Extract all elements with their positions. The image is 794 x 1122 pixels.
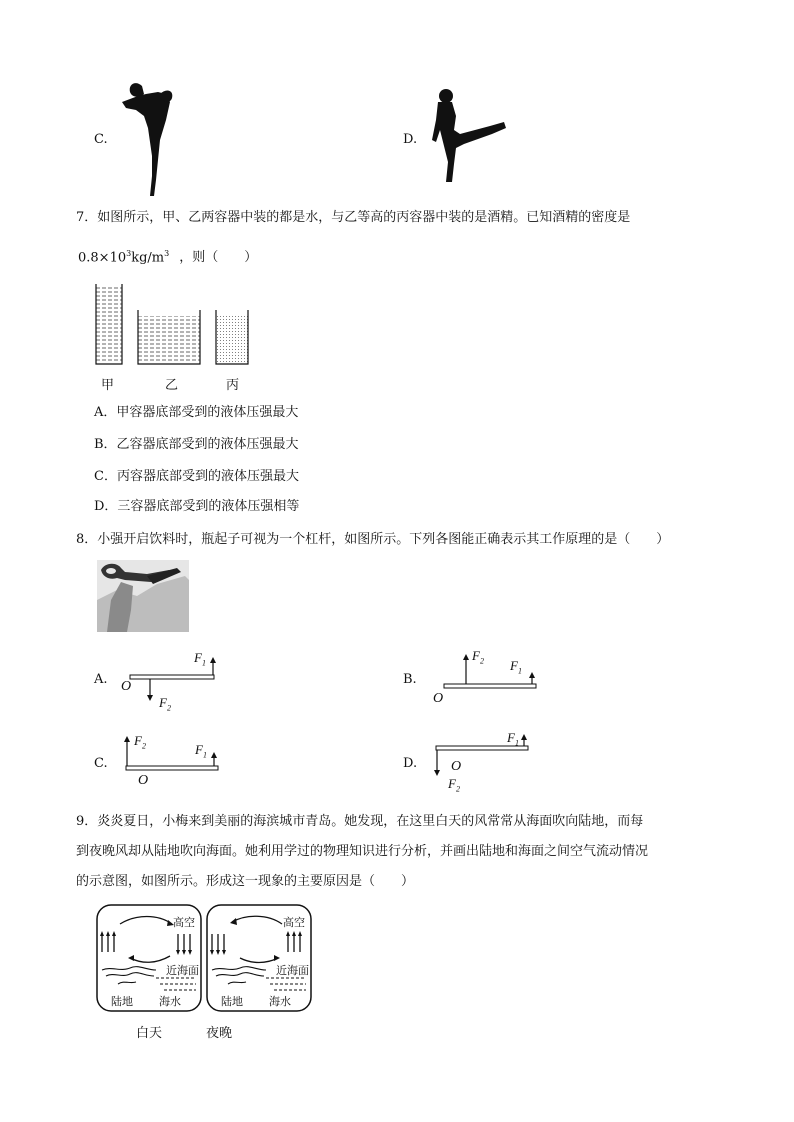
- night-caption: 夜晚: [206, 1026, 233, 1041]
- container-yi: [138, 316, 200, 364]
- density-unit: kg/m: [131, 250, 165, 266]
- q9-stem-line3: 的示意图，如图所示。形成这一现象的主要原因是（ ）: [76, 874, 415, 889]
- lever-a-f2-label: $F_2$: [159, 695, 171, 713]
- q7-stem-line2-suffix: ，则（ ）: [179, 250, 258, 266]
- day-near-sea-label: 近海面: [166, 964, 199, 977]
- q7-option-d: D．三容器底部受到的液体压强相等: [94, 499, 300, 514]
- container-label-jia: 甲: [101, 378, 115, 393]
- q8-option-c-label: C.: [94, 756, 108, 771]
- lever-d-f2-label: $F_2$: [448, 776, 460, 794]
- container-label-yi: 乙: [165, 378, 179, 393]
- density-prefix: 0.8×10: [78, 250, 127, 266]
- lever-diagram-a: [128, 655, 228, 710]
- option-d-label: D.: [403, 132, 418, 147]
- container-bing: [216, 316, 248, 364]
- lever-b-f2-label: $F_2$: [472, 648, 484, 666]
- density-unit-exponent: 3: [164, 249, 170, 258]
- q7-stem-line1: 7．如图所示，甲、乙两容器中装的都是水，与乙等高的丙容器中装的是酒精。已知酒精的密度是: [76, 210, 631, 225]
- lever-d-f1-label: $F_1$: [507, 730, 519, 748]
- q8-option-a-label: A.: [94, 672, 108, 687]
- lever-b-pivot-label: O: [433, 691, 444, 706]
- lever-c-f1-label: $F_1$: [195, 742, 207, 760]
- lever-b-f1-label: $F_1$: [510, 658, 522, 676]
- q8-option-b-label: B.: [403, 672, 417, 687]
- lever-a-f1-label: $F_1$: [194, 650, 206, 668]
- lever-diagram-b: [440, 650, 540, 700]
- day-high-altitude-label: 高空: [173, 916, 195, 929]
- night-high-altitude-label: 高空: [283, 916, 305, 929]
- lever-d-pivot-label: O: [451, 759, 462, 774]
- q8-stem: 8．小强开启饮料时，瓶起子可视为一个杠杆，如图所示。下列各图能正确表示其工作原理的是（ ）: [76, 532, 670, 547]
- lever-a-pivot-label: O: [121, 679, 132, 694]
- kicking-person-silhouette-figure: [430, 86, 510, 186]
- density-exponent: 3: [126, 249, 132, 258]
- option-c-label: C.: [94, 132, 108, 147]
- daytime-caption: 白天: [136, 1026, 163, 1041]
- lever-c-f2-label: $F_2$: [134, 733, 146, 751]
- q7-option-c: C．丙容器底部受到的液体压强最大: [94, 469, 299, 484]
- day-sea-label: 海水: [159, 995, 181, 1008]
- container-jia: [96, 286, 122, 364]
- q9-stem-line1: 9．炎炎夏日，小梅来到美丽的海滨城市青岛。她发现，在这里白天的风常常从海面吹向陆地，而每: [76, 814, 644, 829]
- night-land-label: 陆地: [221, 995, 243, 1008]
- day-land-label: 陆地: [111, 995, 133, 1008]
- q7-density-expression: [78, 246, 257, 266]
- q7-option-a: A．甲容器底部受到的液体压强最大: [94, 405, 299, 420]
- bottle-opener-photo: [97, 560, 189, 632]
- lever-c-pivot-label: O: [138, 773, 149, 788]
- q9-stem-line2: 到夜晚风却从陆地吹向海面。她利用学过的物理知识进行分析，并画出陆地和海面之间空气流动情况: [76, 844, 649, 859]
- q7-option-b: B．乙容器底部受到的液体压强最大: [94, 437, 299, 452]
- night-near-sea-label: 近海面: [276, 964, 309, 977]
- dancer-silhouette-figure: [120, 80, 180, 200]
- q8-option-d-label: D.: [403, 756, 418, 771]
- containers-figure: [90, 282, 260, 372]
- night-sea-label: 海水: [269, 995, 291, 1008]
- container-label-bing: 丙: [226, 378, 240, 393]
